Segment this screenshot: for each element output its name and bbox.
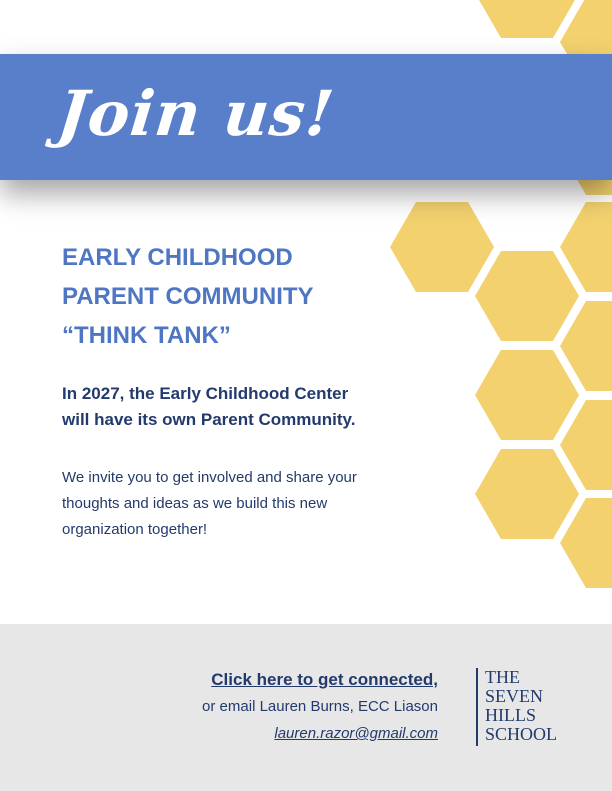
heading-line: “THINK TANK” bbox=[62, 322, 231, 349]
hexagon-shape bbox=[475, 350, 579, 440]
body-line: organization together! bbox=[62, 521, 208, 538]
join-us-banner bbox=[0, 54, 612, 180]
hexagon-shape bbox=[475, 251, 579, 341]
logo-line: HILLS bbox=[485, 705, 536, 725]
email-link[interactable]: lauren.razor@gmail.com bbox=[274, 725, 438, 742]
heading-line: PARENT COMMUNITY bbox=[62, 283, 314, 310]
contact-text: or email Lauren Burns, ECC Liason bbox=[202, 698, 438, 715]
page-heading bbox=[62, 238, 314, 355]
contact-block bbox=[202, 667, 438, 747]
get-connected-link[interactable]: Click here to get connected, bbox=[211, 670, 438, 689]
body-line: thoughts and ideas as we build this new bbox=[62, 495, 328, 512]
logo-line: SEVEN bbox=[485, 686, 543, 706]
body-line: We invite you to get involved and share your bbox=[62, 469, 357, 486]
body-paragraph bbox=[62, 465, 402, 543]
logo-line: THE bbox=[485, 667, 520, 687]
hexagon-shape bbox=[475, 0, 579, 38]
lead-line: In 2027, the Early Childhood Center bbox=[62, 384, 349, 403]
school-logo bbox=[476, 668, 557, 746]
hexagon-shape bbox=[390, 202, 494, 292]
logo-line: SCHOOL bbox=[485, 724, 558, 744]
banner-title: Join us! bbox=[54, 77, 338, 150]
lead-paragraph bbox=[62, 381, 402, 433]
lead-line: will have its own Parent Community. bbox=[62, 410, 356, 429]
hexagon-shape bbox=[475, 449, 579, 539]
heading-line: EARLY CHILDHOOD bbox=[62, 244, 293, 271]
